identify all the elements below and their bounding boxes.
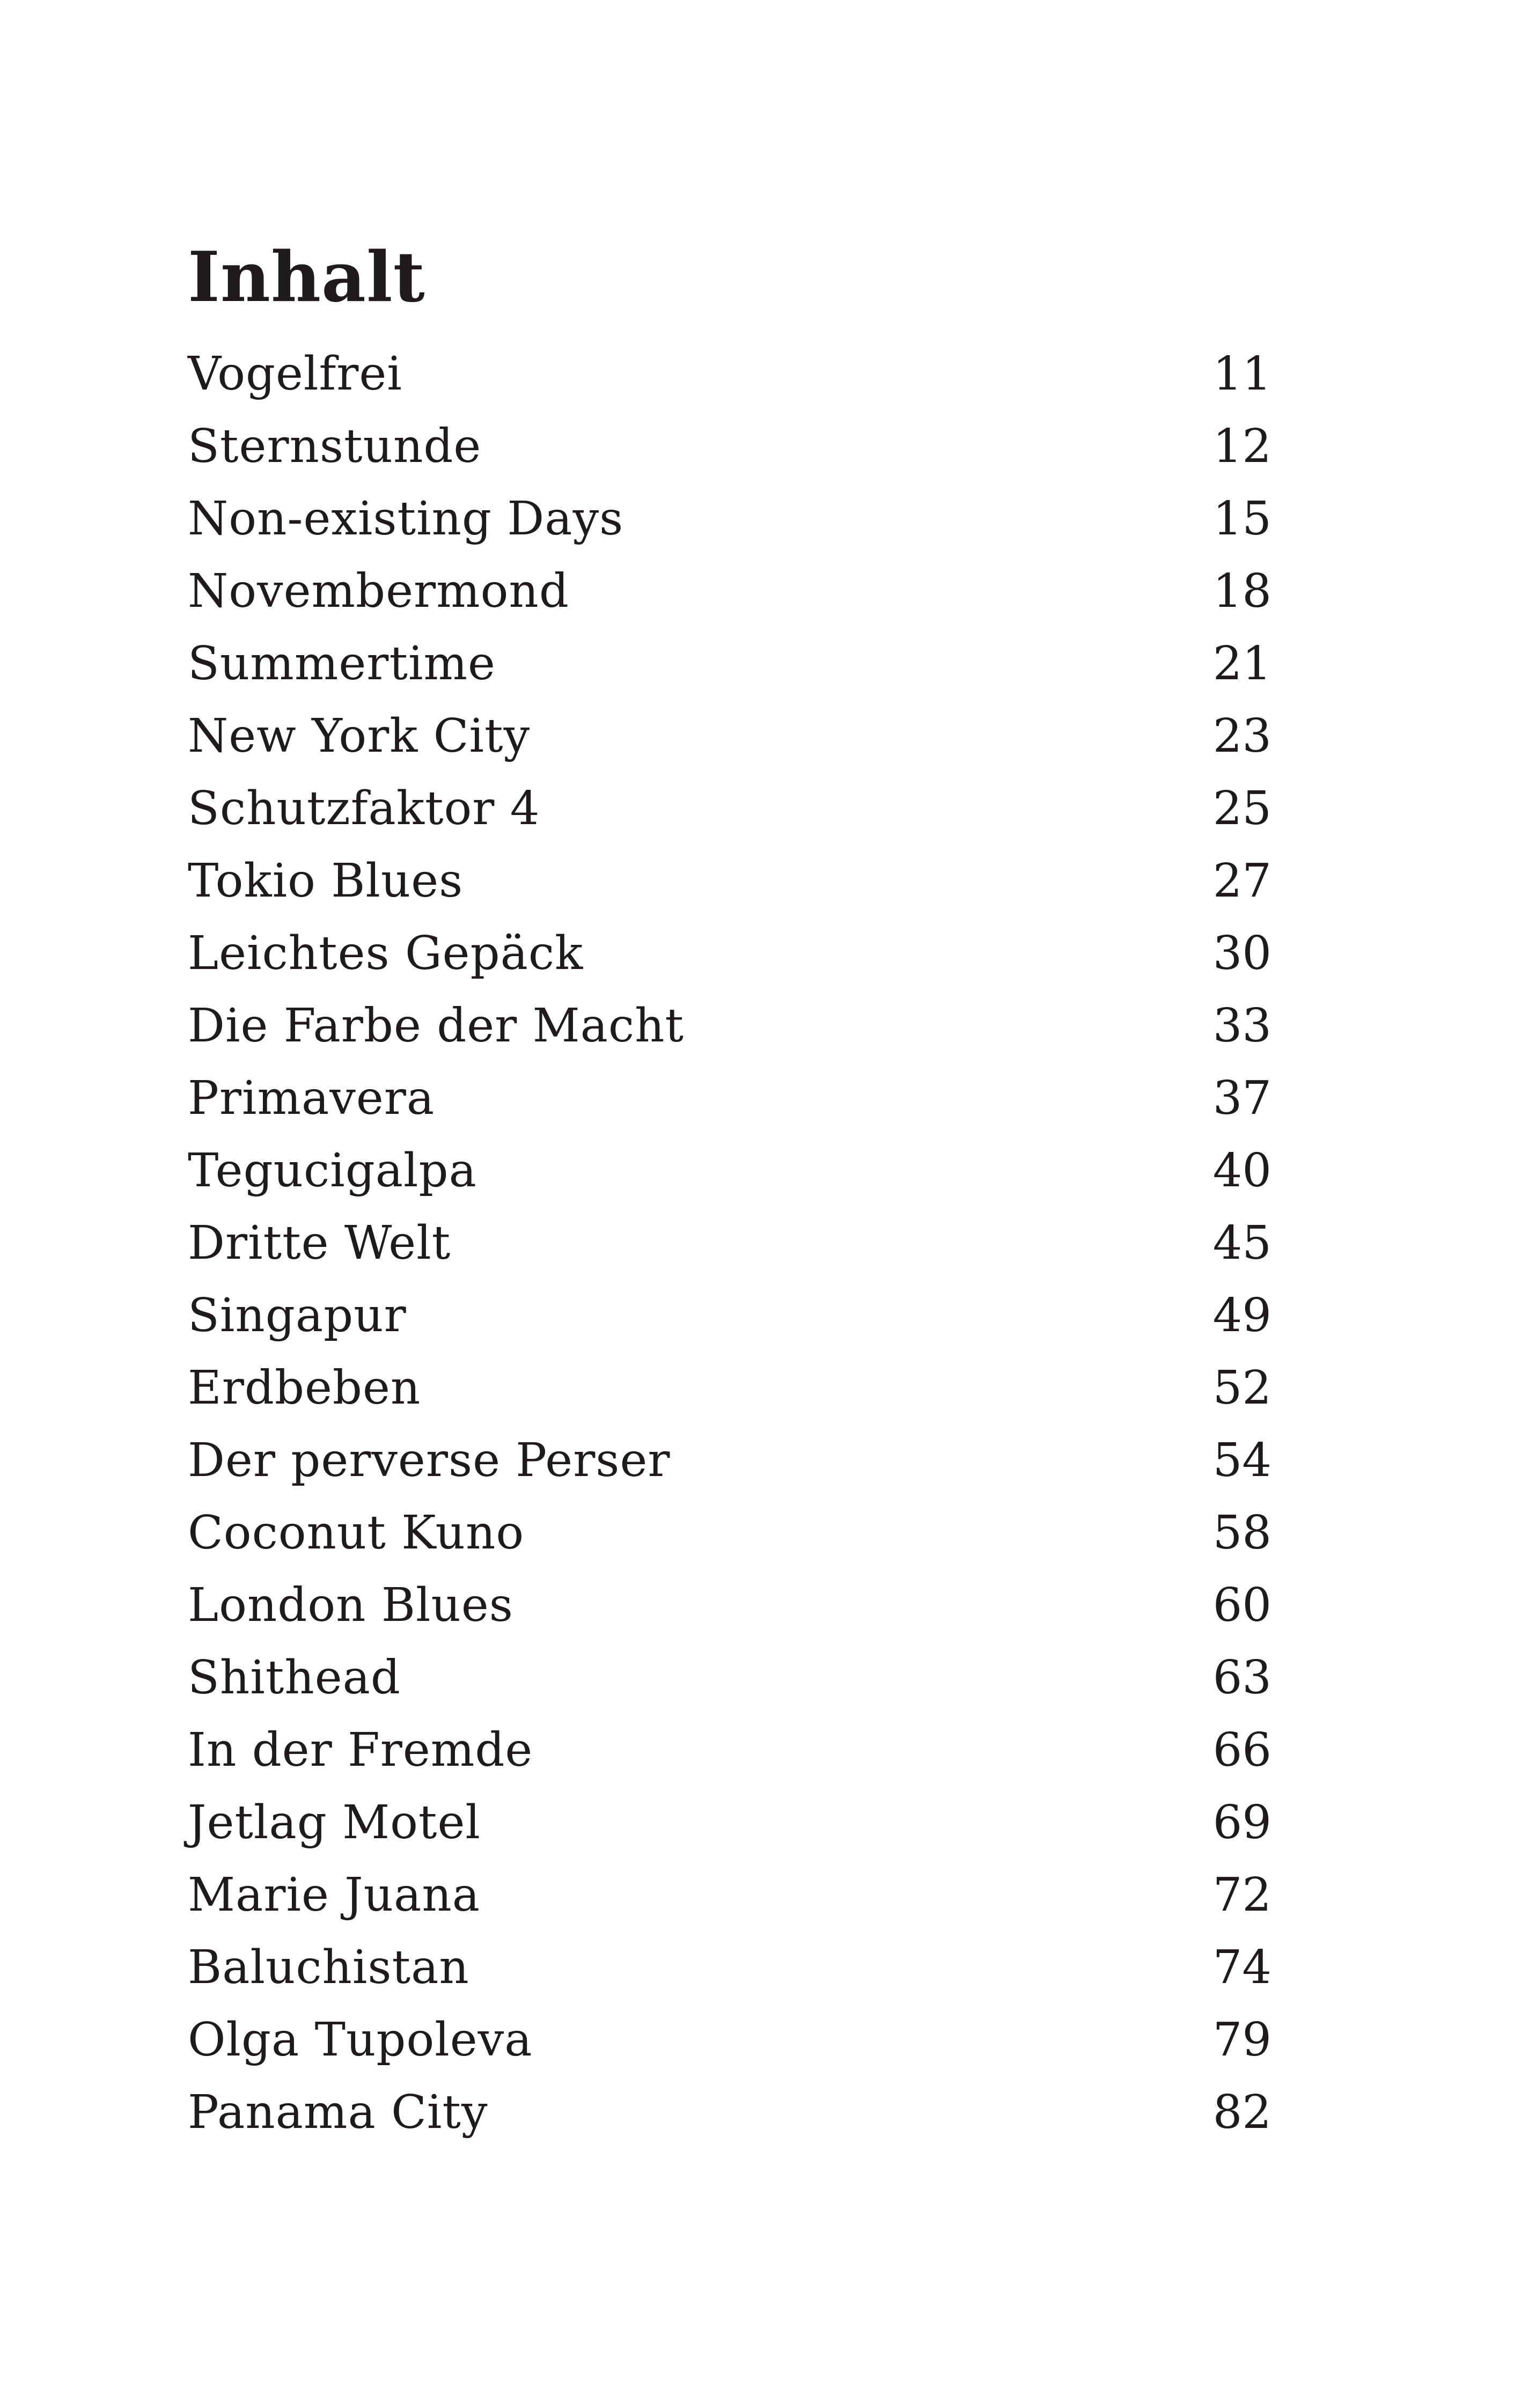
- toc-entry: [188, 2004, 1272, 2076]
- toc-entry-title: Marie Juana: [188, 1868, 480, 1922]
- table-of-contents: [188, 338, 1272, 2149]
- toc-entry: [188, 700, 1272, 773]
- toc-entry-title: Novembermond: [188, 564, 569, 618]
- toc-entry-page-number: 21: [1213, 637, 1272, 691]
- toc-entry-title: Non-existing Days: [188, 492, 624, 546]
- toc-entry: [188, 1280, 1272, 1352]
- toc-entry: [188, 2076, 1272, 2149]
- toc-entry-page-number: 69: [1213, 1796, 1272, 1849]
- toc-entry-title: Erdbeben: [188, 1361, 421, 1415]
- toc-entry: [188, 1787, 1272, 1859]
- toc-entry: [188, 483, 1272, 555]
- toc-entry-page-number: 27: [1213, 854, 1272, 908]
- toc-entry-title: Shithead: [188, 1651, 401, 1705]
- toc-entry: [188, 1497, 1272, 1569]
- toc-entry-page-number: 74: [1213, 1941, 1272, 1994]
- toc-entry-page-number: 63: [1213, 1651, 1272, 1705]
- toc-entry-title: Primavera: [188, 1071, 435, 1125]
- toc-entry-page-number: 52: [1213, 1361, 1272, 1415]
- toc-entry: [188, 1062, 1272, 1135]
- toc-entry-page-number: 40: [1213, 1144, 1272, 1198]
- toc-entry: [188, 555, 1272, 628]
- toc-entry-title: Dritte Welt: [188, 1216, 451, 1270]
- toc-entry: [188, 990, 1272, 1062]
- toc-entry-page-number: 33: [1213, 999, 1272, 1053]
- toc-entry-title: Panama City: [188, 2086, 488, 2139]
- toc-entry: [188, 917, 1272, 990]
- toc-entry: [188, 1207, 1272, 1280]
- toc-entry-page-number: 66: [1213, 1723, 1272, 1777]
- toc-entry-title: Tegucigalpa: [188, 1144, 477, 1198]
- toc-entry-title: Die Farbe der Macht: [188, 999, 685, 1053]
- toc-entry-page-number: 82: [1213, 2086, 1272, 2139]
- toc-entry-title: Leichtes Gepäck: [188, 927, 584, 980]
- toc-entry-page-number: 23: [1213, 709, 1272, 763]
- toc-entry: [188, 410, 1272, 483]
- toc-entry-page-number: 58: [1213, 1506, 1272, 1560]
- toc-entry: [188, 1714, 1272, 1787]
- toc-entry: [188, 1425, 1272, 1497]
- toc-entry-title: Summertime: [188, 637, 496, 691]
- toc-entry-title: Vogelfrei: [188, 347, 402, 401]
- toc-entry-page-number: 54: [1213, 1434, 1272, 1487]
- toc-entry: [188, 1352, 1272, 1425]
- toc-entry: [188, 1569, 1272, 1642]
- toc-entry: [188, 773, 1272, 845]
- toc-entry-page-number: 60: [1213, 1579, 1272, 1632]
- toc-entry-title: Singapur: [188, 1289, 407, 1342]
- toc-entry: [188, 1642, 1272, 1714]
- toc-entry-page-number: 11: [1213, 347, 1272, 401]
- toc-entry-page-number: 15: [1213, 492, 1272, 546]
- toc-entry-page-number: 72: [1213, 1868, 1272, 1922]
- toc-entry-title: Der perverse Perser: [188, 1434, 671, 1487]
- toc-entry: [188, 1932, 1272, 2004]
- toc-entry-title: Tokio Blues: [188, 854, 464, 908]
- toc-entry-page-number: 25: [1213, 782, 1272, 835]
- toc-entry-title: Jetlag Motel: [188, 1796, 481, 1849]
- toc-entry-page-number: 45: [1213, 1216, 1272, 1270]
- page-title: Inhalt: [188, 237, 425, 318]
- toc-entry-title: Olga Tupoleva: [188, 2013, 533, 2067]
- toc-entry: [188, 845, 1272, 917]
- toc-entry: [188, 1859, 1272, 1932]
- toc-entry-title: Schutzfaktor 4: [188, 782, 540, 835]
- toc-entry-page-number: 30: [1213, 927, 1272, 980]
- toc-entry-title: In der Fremde: [188, 1723, 533, 1777]
- toc-entry-page-number: 49: [1213, 1289, 1272, 1342]
- toc-entry: [188, 628, 1272, 700]
- toc-entry: [188, 338, 1272, 410]
- toc-entry-page-number: 37: [1213, 1071, 1272, 1125]
- toc-entry: [188, 1135, 1272, 1207]
- toc-entry-title: New York City: [188, 709, 531, 763]
- toc-entry-title: Baluchistan: [188, 1941, 469, 1994]
- toc-entry-title: London Blues: [188, 1579, 513, 1632]
- toc-entry-title: Coconut Kuno: [188, 1506, 525, 1560]
- toc-entry-page-number: 79: [1213, 2013, 1272, 2067]
- toc-entry-page-number: 18: [1213, 564, 1272, 618]
- toc-entry-title: Sternstunde: [188, 420, 482, 473]
- toc-entry-page-number: 12: [1213, 420, 1272, 473]
